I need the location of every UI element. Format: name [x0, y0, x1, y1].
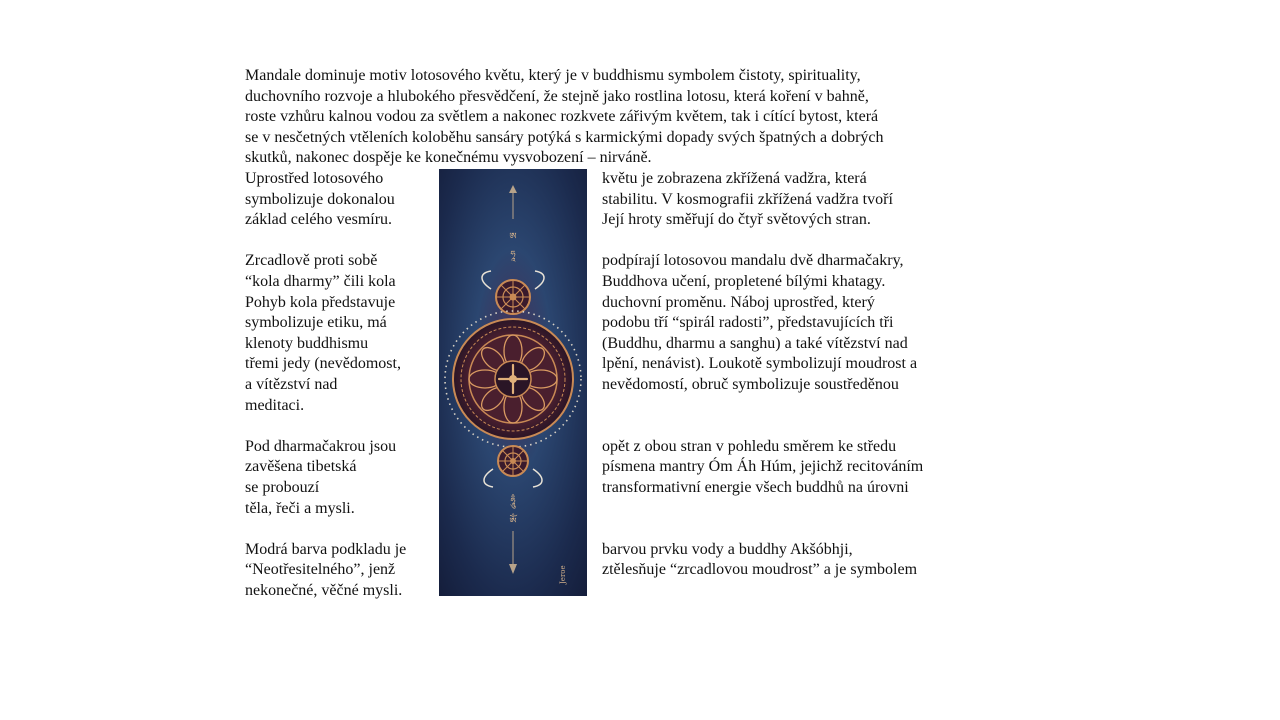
left-line: nekonečné, věčné mysli. [245, 581, 403, 599]
left-line: Pod dharmačakrou jsou [245, 437, 397, 455]
left-line [245, 416, 435, 437]
right-line: opět z obou stran v pohledu směrem ke středu [602, 437, 897, 455]
right-line [602, 231, 982, 252]
left-text-column [245, 169, 435, 601]
artist-signature: Jeroe [559, 565, 567, 584]
left-line: se probouzí [245, 478, 320, 496]
right-line: Buddhova učení, propletené bílými khatagy. [602, 272, 886, 290]
svg-text:ཨ: ཨ [509, 232, 517, 242]
left-line: Pohyb kola představuje [245, 293, 396, 311]
left-line: symbolizuje etiku, má [245, 314, 387, 332]
right-line: podpírají lotosovou mandalu dvě dharmačakry, [602, 252, 904, 270]
right-line [602, 396, 982, 417]
mandala-artwork [439, 169, 587, 596]
intro-line: se v nesčetných vtěleních koloběhu sansáry potýká s karmickými dopady svých špatných a dobrých [245, 128, 884, 146]
left-line: třemi jedy (nevědomost, [245, 355, 401, 373]
intro-line: duchovního rozvoje a hlubokého přesvědčení, že stejně jako rostlina lotosu, která koření v bahně, [245, 87, 869, 105]
left-line: zavěšena tibetská [245, 458, 357, 476]
left-line: meditaci. [245, 396, 305, 414]
intro-line: roste vzhůru kalnou vodou za světlem a nakonec rozkvete zářivým květem, tak i cítící bytost, která [245, 108, 879, 126]
right-line [602, 519, 982, 540]
right-line: písmena mantry Óm Áh Húm, jejichž recitováním [602, 458, 924, 476]
svg-text:ཨོཾ: ཨོཾ [509, 517, 517, 527]
left-line: a vítězství nad [245, 375, 338, 393]
left-line [245, 519, 435, 540]
right-line [602, 581, 982, 602]
left-line: “kola dharmy” čili kola [245, 272, 396, 290]
left-line: Zrcadlově proti sobě [245, 252, 378, 270]
right-text-column [602, 169, 982, 601]
right-line: podobu tří “spirál radosti”, představujících tři [602, 314, 894, 332]
left-line: klenoty buddhismu [245, 334, 369, 352]
left-line: “Neotřesitelného”, jenž [245, 561, 396, 579]
left-line [245, 231, 435, 252]
svg-text:ཧཱུྃ: ཧཱུྃ [510, 497, 516, 507]
right-line: ztělesňuje “zrcadlovou moudrost” a je symbolem [602, 561, 918, 579]
right-line [602, 499, 982, 520]
right-line: transformativní energie všech buddhů na úrovni [602, 478, 909, 496]
left-line: základ celého vesmíru. [245, 211, 393, 229]
intro-line: skutků, nakonec dospěje ke konečnému vysvobození – nirváně. [245, 149, 652, 167]
right-line: květu je zobrazena zkřížená vadžra, která [602, 170, 867, 187]
right-line: lpění, nenávist). Loukotě symbolizují moudrost a [602, 355, 918, 373]
left-line: těla, řeči a mysli. [245, 499, 355, 517]
right-line: duchovní proměnu. Náboj uprostřed, který [602, 293, 875, 311]
svg-text:ཧཱ: ཧཱ [510, 250, 516, 260]
right-line: nevědomostí, obruč symbolizuje soustředěnou [602, 375, 899, 393]
left-line: symbolizuje dokonalou [245, 190, 395, 208]
right-line: barvou prvku vody a buddhy Akšóbhji, [602, 540, 853, 558]
left-line: Uprostřed lotosového [245, 170, 384, 187]
right-line: Její hroty směřují do čtyř světových stran. [602, 211, 871, 229]
left-line: Modrá barva podkladu je [245, 540, 407, 558]
right-line: (Buddhu, dharmu a sanghu) a také vítězství nad [602, 334, 908, 352]
intro-paragraph [245, 66, 975, 169]
right-line: stabilitu. V kosmografii zkřížená vadžra tvoří [602, 190, 893, 208]
intro-line: Mandale dominuje motiv lotosového květu, který je v buddhismu symbolem čistoty, spirituality, [245, 67, 861, 84]
right-line [602, 416, 982, 437]
